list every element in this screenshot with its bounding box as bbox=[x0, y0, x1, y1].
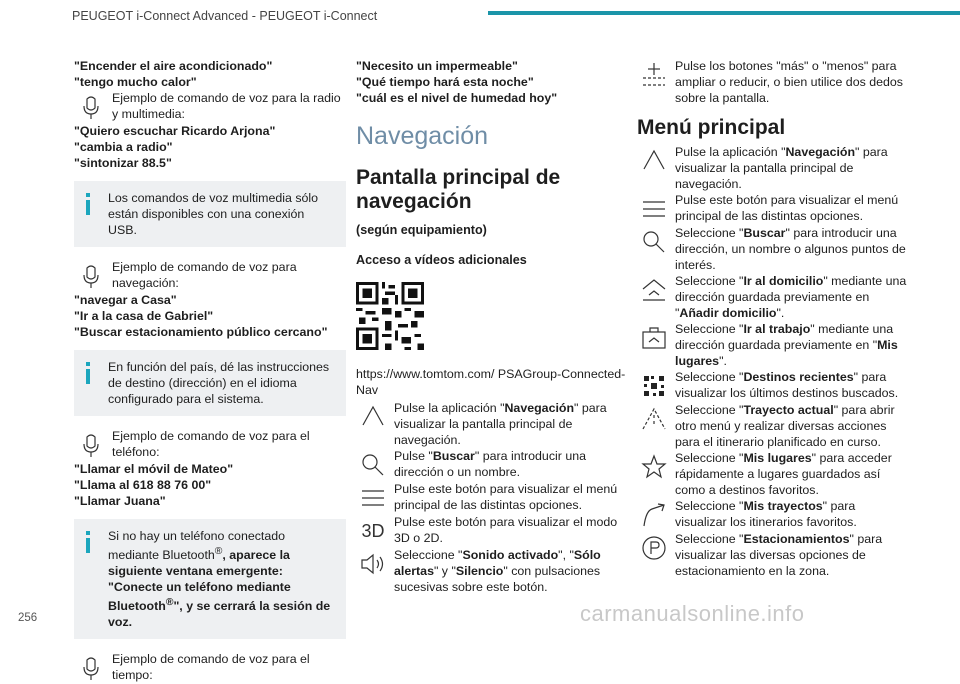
header-title: PEUGEOT i-Connect Advanced - PEUGEOT i-Connect bbox=[72, 9, 378, 23]
phone-example: Ejemplo de comando de voz para el teléfono: bbox=[74, 428, 346, 461]
search-icon bbox=[356, 449, 390, 481]
page-number: 256 bbox=[18, 612, 38, 624]
header-accent-bar bbox=[488, 11, 960, 15]
nav-item: Seleccione "Sonido activado", "Sólo alertas" y "Silencio" con pulsaciones sucesivas sobre este botón. bbox=[356, 547, 628, 595]
microphone-icon bbox=[74, 91, 108, 123]
microphone-icon bbox=[74, 260, 108, 292]
section-title: Navegación bbox=[356, 122, 489, 150]
navigation-example: Ejemplo de comando de voz para navegación: bbox=[74, 259, 346, 292]
voice-command-quote: "Qué tiempo hará esta noche" bbox=[356, 75, 534, 89]
menu-item: Seleccione "Ir al trabajo" mediante una dirección guardada previamente en "Mis lugares". bbox=[637, 321, 909, 369]
menu-item: Pulse este botón para visualizar el menú principal de las distintas opciones. bbox=[637, 192, 909, 225]
speaker-icon bbox=[356, 548, 390, 580]
search-icon bbox=[637, 226, 671, 258]
voice-command-quote: "Llamar el móvil de Mateo" bbox=[74, 462, 234, 476]
3d-icon: 3D bbox=[361, 521, 385, 541]
nav-item: Pulse "Buscar" para introducir una dirección o un nombre. bbox=[356, 448, 628, 481]
info-box: Si no hay un teléfono conectado mediante Bluetooth®, aparece la siguiente ventana emergente: "Conecte un teléfono mediante Bluetooth®", y se cerrará la sesión de voz. bbox=[74, 519, 346, 639]
nav-item: Pulse la aplicación "Navegación" para visualizar la pantalla principal de navegación. bbox=[356, 400, 628, 448]
info-box: Los comandos de voz multimedia sólo están disponibles con una conexión USB. bbox=[74, 181, 346, 247]
briefcase-icon bbox=[637, 322, 671, 354]
qr-code[interactable] bbox=[356, 282, 424, 350]
route-icon bbox=[637, 403, 671, 435]
menu-item: Seleccione "Estacionamientos" para visualizar las diversas opciones de estacionamiento en la zona. bbox=[637, 531, 909, 579]
column-2 bbox=[356, 58, 628, 595]
info-icon bbox=[86, 531, 92, 553]
menu-item: Seleccione "Mis lugares" para acceder rápidamente a lugares guardados así como a destinos favoritos. bbox=[637, 450, 909, 498]
recent-grid-icon bbox=[637, 370, 671, 402]
menu-item: Seleccione "Ir al domicilio" mediante una dirección guardada previamente en "Añadir domicilio". bbox=[637, 273, 909, 321]
column-1 bbox=[74, 58, 346, 684]
star-icon bbox=[637, 451, 671, 483]
menu-item: Seleccione "Destinos recientes" para visualizar los últimos destinos buscados. bbox=[637, 369, 909, 402]
menu-item: Pulse la aplicación "Navegación" para visualizar la pantalla principal de navegación. bbox=[637, 144, 909, 192]
videos-heading: Acceso a vídeos adicionales bbox=[356, 253, 527, 267]
watermark: carmanualsonline.info bbox=[580, 601, 805, 626]
voice-command-quote: "Quiero escuchar Ricardo Arjona" bbox=[74, 124, 276, 138]
column-3 bbox=[637, 58, 909, 579]
nav-item: 3D Pulse este botón para visualizar el modo 3D o 2D. bbox=[356, 514, 628, 547]
menu-item: Seleccione "Trayecto actual" para abrir otro menú y realizar diversas acciones para el itinerario planificado en curso. bbox=[637, 402, 909, 450]
tomtom-url[interactable]: https://www.tomtom.com/ PSAGroup-Connected-Nav bbox=[356, 367, 626, 397]
voice-command-quote: "sintonizar 88.5" bbox=[74, 156, 172, 170]
page-header bbox=[0, 0, 960, 46]
voice-command-quote: "cuál es el nivel de humedad hoy" bbox=[356, 91, 558, 105]
nav-item: Pulse este botón para visualizar el menú principal de las distintas opciones. bbox=[356, 481, 628, 514]
voice-command-quote: "cambia a radio" bbox=[74, 140, 173, 154]
microphone-icon bbox=[74, 652, 108, 684]
zoom-item: Pulse los botones "más" o "menos" para ampliar o reducir, o bien utilice dos dedos sobre la pantalla. bbox=[637, 58, 909, 106]
menu-item: Seleccione "Buscar" para introducir una dirección, un nombre o algunos puntos de interés. bbox=[637, 225, 909, 273]
voice-command-quote: "Llama al 618 88 76 00" bbox=[74, 478, 212, 492]
zoom-plus-minus-icon bbox=[637, 59, 671, 91]
microphone-icon bbox=[74, 429, 108, 461]
voice-command-quote: "Necesito un impermeable" bbox=[356, 59, 518, 73]
navigation-arrow-icon bbox=[356, 401, 390, 433]
voice-command-quote: "Buscar estacionamiento público cercano" bbox=[74, 325, 328, 339]
parking-icon bbox=[637, 532, 671, 564]
voice-command-quote: "Llamar Juana" bbox=[74, 494, 166, 508]
main-menu-title: Menú principal bbox=[637, 116, 786, 139]
voice-command-quote: "Ir a la casa de Gabriel" bbox=[74, 309, 214, 323]
menu-item: Seleccione "Mis trayectos" para visualizar los itinerarios favoritos. bbox=[637, 498, 909, 531]
trips-icon bbox=[637, 499, 671, 531]
home-icon bbox=[637, 274, 671, 306]
subsection-title: Pantalla principal de navegación bbox=[356, 166, 561, 213]
voice-command-quote: "navegar a Casa" bbox=[74, 293, 177, 307]
voice-command-quote: "tengo mucho calor" bbox=[74, 75, 197, 89]
weather-example: Ejemplo de comando de voz para el tiempo: bbox=[74, 651, 346, 684]
info-icon bbox=[86, 193, 92, 215]
availability-note: (según equipamiento) bbox=[356, 223, 487, 237]
media-example: Ejemplo de comando de voz para la radio y multimedia: bbox=[74, 90, 346, 123]
navigation-arrow-icon bbox=[637, 145, 671, 177]
voice-command-quote: "Encender el aire acondicionado" bbox=[74, 59, 273, 73]
info-icon bbox=[86, 362, 92, 384]
info-box: En función del país, dé las instrucciones de destino (dirección) en el idioma configurado para el sistema. bbox=[74, 350, 346, 416]
menu-icon bbox=[637, 193, 671, 225]
menu-icon bbox=[356, 482, 390, 514]
